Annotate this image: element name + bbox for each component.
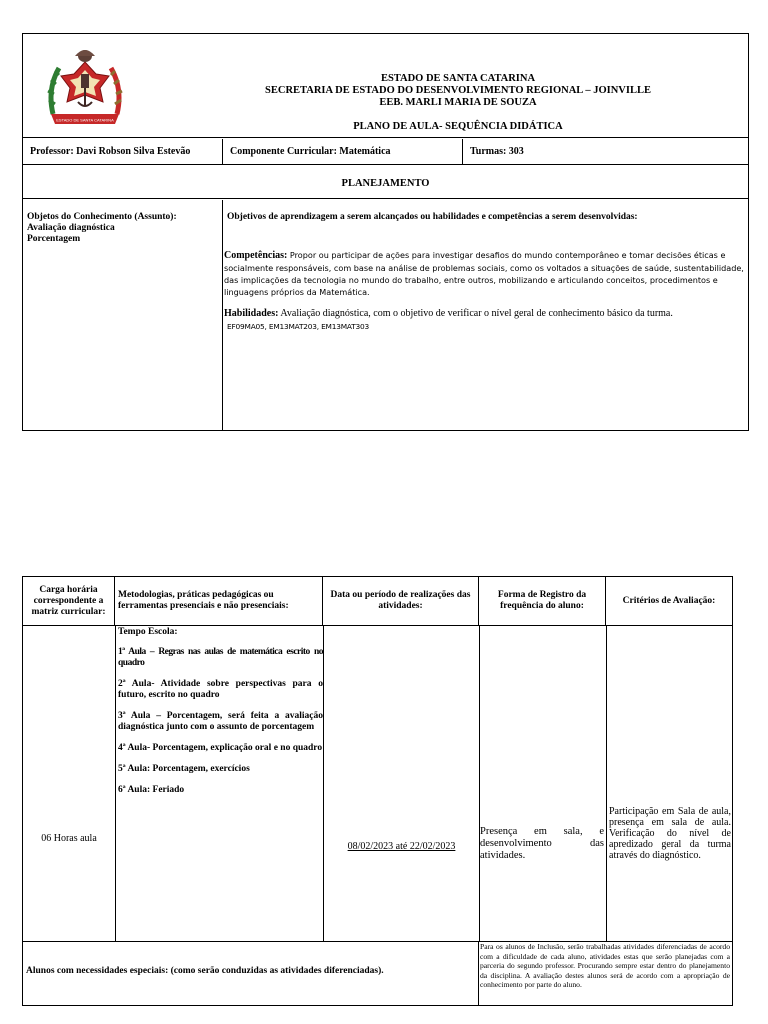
aula-item: 6ª Aula: Feriado: [118, 785, 185, 795]
coat-of-arms-icon: [45, 44, 125, 128]
crest-ribbon-text: ESTADO DE SANTA CATARINA: [56, 117, 114, 123]
objetos-label: Objetos do Conhecimento (Assunto):: [27, 212, 177, 222]
competencias-text: Propor ou participar de ações para investigar desafios do mundo contemporâneo e tomar decisões éticas e socialmente responsáveis, com base na análise de problemas sociais, como os voltados a situações de saúde, sustentabilidade, das implicações da tecnologia no mundo do trabalho, entre outros, mobilizando e articulando conceitos, procedimentos e linguagens próprios da Matemática.: [224, 250, 744, 297]
document-header: [23, 34, 748, 138]
activities-table: [22, 576, 733, 1006]
objetos-conhecimento: [23, 200, 223, 430]
planejamento-heading: PLANEJAMENTO: [23, 166, 748, 199]
inclusao-text: Para os alunos de Inclusão, serão trabalhadas atividades diferenciadas de acordo com a dificuldade de cada aluno, atividades estas que serão planejadas com a parceria do segundo professor. Procurando sempre estar dentro do planejamento da disciplina. A avaliação destes alunos será de acordo com a apropriação de conhecimento por parte do aluno.: [480, 942, 730, 989]
criterios-avaliacao: Participação em Sala de aula, presença em sala de aula. Verificação do nível de apredizado geral da turma através do diagnóstico.: [609, 806, 731, 861]
row-divider: [23, 625, 732, 626]
forma-registro: Presença em sala, e desenvolvimento das atividades.: [480, 826, 604, 861]
professor-cell: Professor: Davi Robson Silva Estevão: [23, 139, 223, 165]
componente-cell: Componente Curricular: Matemática: [223, 139, 463, 165]
header-data: Data ou período de realizações das atividades:: [323, 577, 479, 625]
necessidades-especiais-label: Alunos com necessidades especiais: (como serão conduzidas as atividades diferenciadas).: [26, 966, 384, 976]
turmas-cell: Turmas: 303: [470, 146, 524, 157]
competencias: [224, 249, 744, 298]
aula-item: 1ª Aula – Regras nas aulas de matemática escrito no quadro: [118, 647, 323, 668]
habilidades-codes: EF09MA05, EM13MAT203, EM13MAT303: [227, 322, 370, 331]
habilidades-text: Avaliação diagnóstica, com o objetivo de verificar o nível geral de conhecimento básico da turma.: [280, 308, 673, 319]
column-divider: [606, 625, 607, 941]
state-name: ESTADO DE SANTA CATARINA: [380, 73, 536, 84]
secretaria-name: SECRETARIA DE ESTADO DO DESENVOLVIMENTO REGIONAL – JOINVILLE: [265, 85, 651, 96]
aula-item: 4ª Aula- Porcentagem, explicação oral e no quadro: [118, 743, 323, 753]
plan-title: PLANO DE AULA- SEQUÊNCIA DIDÁTICA: [353, 121, 563, 132]
header-criterios: Critérios de Avaliação:: [622, 595, 716, 606]
aula-item: 2ª Aula- Atividade sobre perspectivas para o futuro, escrito no quadro: [118, 679, 323, 700]
lesson-plan-header-block: [22, 33, 749, 431]
carga-value: 06 Horas aula: [41, 833, 97, 844]
header-carga: Carga horária correspondente a matriz curricular:: [23, 577, 115, 625]
objetos-item-diagnostica: Avaliação diagnóstica: [27, 223, 115, 233]
column-divider: [478, 941, 479, 1005]
objetivos-title: Objetivos de aprendizagem a serem alcançados ou habilidades e competências a serem desenvolvidas:: [227, 212, 638, 222]
competencias-label: Competências:: [224, 250, 288, 261]
objetivos-section: [224, 200, 748, 430]
aulas-list: [118, 627, 323, 806]
institution-lines: [193, 73, 723, 109]
aula-item: 3ª Aula – Porcentagem, será feita a avaliação diagnóstica junto com o assunto de porcentagem: [118, 711, 323, 732]
habilidades-label: Habilidades:: [224, 308, 279, 319]
header-metodologias: Metodologias, práticas pedagógicas ou ferramentas presenciais e não presenciais:: [115, 577, 323, 625]
aula-item: 5ª Aula: Porcentagem, exercícios: [118, 764, 250, 774]
school-name: EEB. MARLI MARIA DE SOUZA: [379, 97, 537, 108]
habilidades: [224, 308, 744, 320]
data-periodo: 08/02/2023 até 22/02/2023: [347, 841, 456, 852]
tempo-escola: Tempo Escola:: [118, 627, 178, 637]
column-divider: [115, 625, 116, 941]
column-divider: [479, 625, 480, 941]
column-divider: [323, 625, 324, 941]
info-row: [23, 139, 748, 165]
header-forma: Forma de Registro da frequência do aluno:: [479, 577, 606, 625]
objetos-item-porcentagem: Porcentagem: [27, 234, 81, 244]
